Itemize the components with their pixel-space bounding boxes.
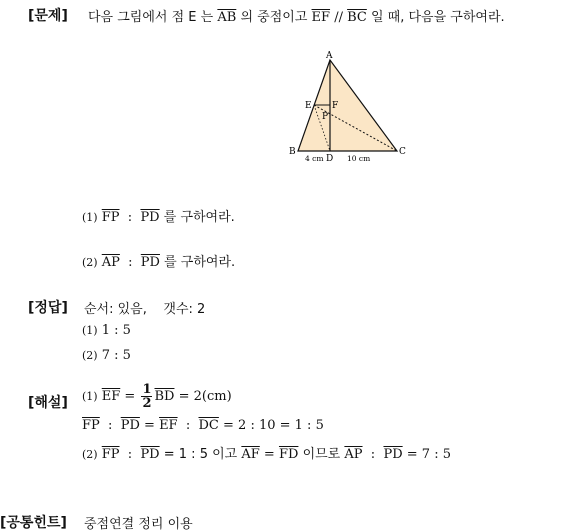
label-d: D (326, 154, 334, 164)
question-2 (82, 251, 235, 270)
segment-fp: $\overline{FP}$ (101, 210, 120, 225)
question-number: (2) (82, 256, 98, 269)
segment-fp: $\overline{FP}$ (101, 447, 120, 462)
explanation-result: = 2 : 10 = 1 : 5 (223, 418, 324, 433)
segment-pd: $\overline{PD}$ (140, 210, 160, 225)
segment-pd: $\overline{PD}$ (140, 447, 160, 462)
problem-statement (88, 6, 505, 25)
problem-tag: [문제] (28, 8, 68, 24)
explanation-text: = 1 : 5 이고 (163, 447, 238, 462)
label-a: A (326, 51, 333, 61)
question-tail: 를 구하여라. (164, 255, 236, 270)
segment-bc: $\overline{BC}$ (347, 10, 367, 25)
ratio-colon: : (127, 210, 133, 225)
fraction-numerator: 1 (142, 382, 152, 397)
answer-item-2 (82, 348, 131, 363)
label-p: P (322, 112, 329, 122)
equals-sign: = (144, 418, 155, 433)
ratio-colon: : (128, 255, 133, 270)
segment-ef: $\overline{EF}$ (311, 10, 331, 25)
explanation-text: 이므로 (302, 447, 341, 462)
segment-ap: $\overline{AP}$ (344, 447, 363, 462)
segment-ap: $\overline{AP}$ (101, 255, 120, 270)
segment-ef: $\overline{EF}$ (101, 389, 121, 404)
segment-pd: $\overline{PD}$ (140, 255, 160, 270)
segment-af: $\overline{AF}$ (241, 447, 260, 462)
segment-ef: $\overline{EF}$ (159, 418, 178, 433)
explanation-number: (1) (82, 390, 98, 403)
label-f: F (332, 101, 339, 111)
explanation-number: (2) (82, 448, 98, 461)
equals-sign: = (124, 389, 136, 404)
question-1 (82, 206, 235, 225)
answer-number: (1) (82, 324, 98, 337)
answer-tag: [정답] (28, 300, 68, 316)
answer-value: 7 : 5 (101, 348, 131, 363)
segment-fd: $\overline{FD}$ (278, 447, 299, 462)
question-tail: 를 구하여라. (163, 210, 235, 225)
segment-pd: $\overline{PD}$ (383, 447, 403, 462)
segment-dc: $\overline{DC}$ (198, 418, 219, 433)
ratio-colon: : (108, 418, 113, 433)
triangle-figure (280, 48, 420, 168)
parallel-symbol: // (334, 10, 343, 25)
question-number: (1) (82, 211, 98, 224)
answer-value: 1 : 5 (101, 323, 131, 338)
segment-fp: $\overline{FP}$ (82, 418, 100, 433)
hint-tag: [공통힌트] (0, 515, 67, 531)
ratio-colon: : (185, 418, 191, 433)
fraction-denominator: 2 (142, 396, 152, 411)
label-c: C (399, 147, 406, 157)
hint-text: 중점연결 정리 이용 (84, 517, 193, 532)
equals-sign: = (263, 447, 275, 462)
segment-bd: $\overline{BD}$ (154, 389, 175, 404)
answer-meta: 순서: 있음, 갯수: 2 (84, 302, 206, 317)
explanation-line-3 (82, 443, 451, 462)
triangle-abc (298, 60, 397, 151)
ratio-colon: : (370, 447, 376, 462)
label-e: E (305, 101, 312, 111)
problem-suffix: 일 때, 다음을 구하여라. (370, 10, 505, 25)
fraction-half (141, 383, 152, 410)
segment-pd: $\overline{PD}$ (120, 418, 140, 433)
answer-item-1 (82, 323, 131, 338)
explanation-line-2 (82, 418, 324, 433)
explanation-tag: [해설] (28, 395, 68, 411)
ratio-colon: : (127, 447, 133, 462)
explanation-line-1 (82, 383, 232, 410)
problem-prefix: 다음 그림에서 점 E 는 (88, 10, 214, 25)
answer-number: (2) (82, 349, 98, 362)
label-dc-length: 10 cm (347, 154, 371, 163)
problem-mid: 의 중점이고 (240, 10, 308, 25)
explanation-result: = 2(cm) (178, 389, 232, 404)
label-b: B (289, 147, 296, 157)
segment-ab: $\overline{AB}$ (217, 10, 237, 25)
label-bd-length: 4 cm (305, 154, 324, 163)
explanation-result: = 7 : 5 (406, 447, 451, 462)
